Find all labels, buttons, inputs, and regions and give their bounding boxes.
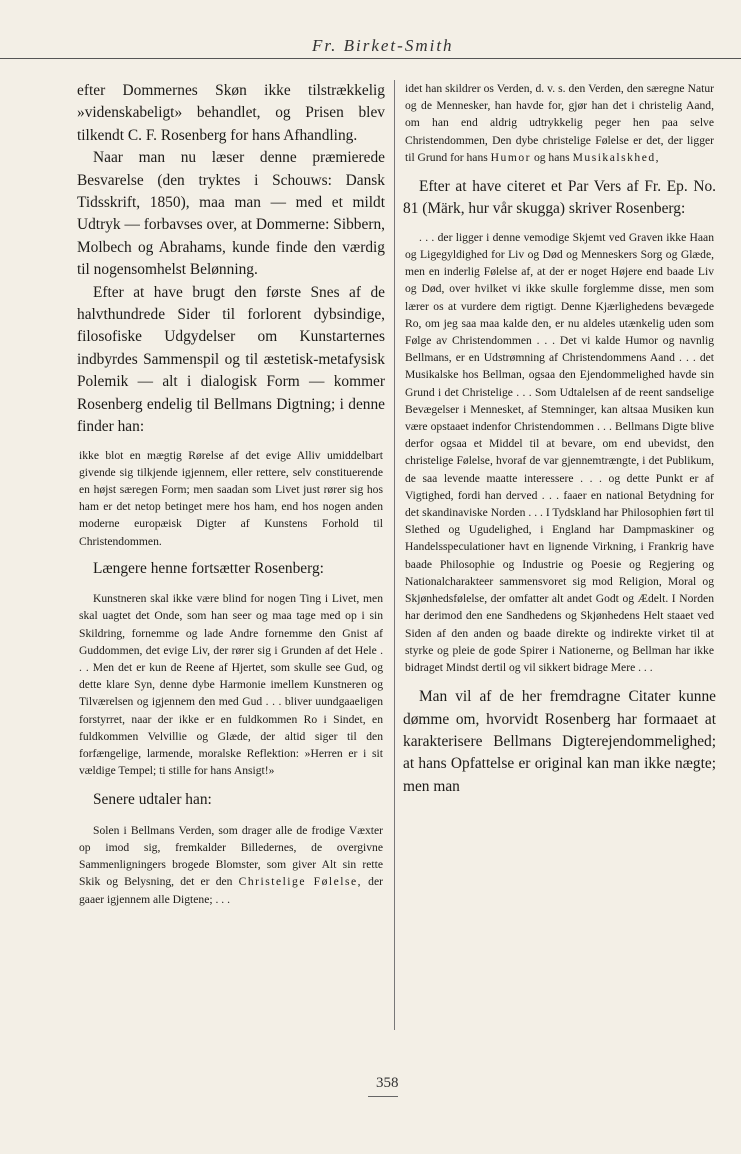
quote-3-spaced-emphasis: Christelige Følelse, [238,875,363,889]
running-head: Fr. Birket-Smith [312,36,454,55]
paragraph-efter-at-have-brugt: Efter at have brugt den første Snes af de halvthundrede Sider til forlorent dybsindige, filosofiske Udgydelser om Kunstarternes indbyrdes Sammenspil og til æstetisk-metafysisk Polemik — alt i dialogisk Form — kommer Rosenberg endelig til Bellmans Digtning; i denne finder han: [77,283,385,436]
paragraph-efter-at-have-citeret: Efter at have citeret et Par Vers af Fr. Ep. No. 81 (Märk, hur vår skugga) skriver Rosenberg: [403,178,716,218]
page-number: 358 [376,1075,399,1091]
left-column [77,80,385,1070]
quote-3-spaced-musikalskhed: Musikalskhed, [572,150,661,164]
quote-block-3-end [403,80,716,166]
quote-3-text-d: og hans [533,150,570,164]
quote-block-3-start [77,822,385,908]
paragraph-laengere-henne: Længere henne fortsætter Rosenberg: [93,559,324,577]
quote-3-text-b: der gaaer igjennem alle Digtene; . . . [79,875,383,906]
column-divider [394,80,395,1030]
quote-block-4: . . . der ligger i denne vemodige Skjemt ved Graven ikke Haan og Ligegyldighed for Liv og Død og Menneskers Sorg og Glæde, men en inderlig Følelse af, at der er noget Højere end baade Liv og Død, over hvilket vi ikke skulle forglemme disse, men som lærer os at vurdere dem rigtigt. Denne Kjærlighedens bevægede Ro, om jeg saa maa kalde den, er nu aldeles utænkelig uden som Følge av Christendommen . . . Det vi kalde Humor og navnlig Bellmans, er en Udstrømning af Christendommens Aand . . . det Musikalske hos Bellman, ogsaa den Ejendommelighed havde sin Grund i det Christelige . . . Som Udtalelsen af de reent sandselige Bevægelser i Mennesket, af Stemninger, kan altsaa Musiken kun være opstaaet indenfor Christendommen . . . Bellmans Digte blive derfor ogsaa et Middel til at bevare, om end ubevidst, den christelige Følelse, hvoraf de var gjennemtrængte, i det Publikum, de saa levende maatte interessere . . . og dette Punkt er af Vigtighed, fordi han derved . . . faaer en national Betydning for det skandinaviske Norden . . . I Tydskland har Philosophien ført til Slethed og Ugudelighed, i England har Dampmaskiner og Handelsspeculationer havt en lignende Virkning, i Frankrig have baade Philosophie og Industrie og Poesie og Regjering og Nationalcharakteer sammensvoret sig mod Religion, Moral og Skjønhedsfølelse, der omfatter alt andet Godt og Ædelt. I Norden har derimod den ene Sandhedens og Skjønhedens Helt staaet ved Siden af den anden og baade direkte og indirekte virket til at styrke og pleie de gode Spirer i Nationerne, og Bellman har ikke bidraget Mindst dertil og vil sikkert bidrage Mere . . . [405,230,714,674]
quote-block-2: Kunstneren skal ikke være blind for nogen Ting i Livet, men skal uagtet det Onde, som han seer og maa tage med op i sin Skildring, fornemme og lade Andre fornemme den Gnist af Guddommen, det evige Liv, der rører sig i Grunden af det Hele . . . Men det er kun de Reene af Hjertet, som skulle see Gud, og dette klare Syn, denne dybe Harmonie imellem Kunstneren og Tilværelsen og igjennem den med Gud . . . bliver uundgaaeligen forstyrret, naar der ikke er en fuldkommen Ro i Sindet, en fuldkommen Velvillie og Glæde, der altid siger til den forfængelige, larmende, moralske Reflektion: »Herren er i sit vældige Tempel; ti stille for hans Ansigt!» [79,592,383,778]
paragraph-senere-udtaler: Senere udtaler han: [93,791,212,809]
paragraph-besvarelse: Naar man nu læser denne præmierede Besvarelse (den tryktes i Schouws: Dansk Tidsskrift, 1850), maa man — med et mildt Udtryk — forbavses over, at Dommerne: Sibbern, Molbech og Abrahams, kunde finde den værdig til nogensomhelst Belønning. [77,149,385,279]
header-rule [0,58,741,59]
quote-3-text-a: Solen i Bellmans Verden, som drager alle de frodige Væxter op imod sig, fremkalder Billedernes, de overgivne Sammenligningers brogede Blomster, som giver Alt sin rette Skik og Belysning, det er den [79,823,383,889]
paragraph-continuation: efter Dommernes Skøn ikke tilstrækkelig »videnskabeligt» behandlet, og Prisen blev tilkendt C. F. Rosenberg for hans Afhandling. [77,82,385,144]
quote-3-text-c: idet han skildrer os Verden, d. v. s. den Verden, den særegne Natur og de Mennesker, han havde for, gjør han det i christelig Aand, om han end aldrig udtrykkelig peger hen paa selve Christendommen, Den dybe christelige Følelse er det, der ligger til Grund for hans [405,82,714,164]
right-column [403,80,716,1070]
page-number-rule [368,1096,398,1097]
quote-block-1: ikke blot en mægtig Rørelse af det evige Alliv umiddelbart givende sig tilkjende igjennem, eller rettere, selv constituerende en højst særegen Form; men saadan som Livet just rører sig hos ham er det netop betinget mere hos ham, end hos nogen anden moderne europæisk Digter af Kunstens Forhold til Christendommen. [79,448,383,548]
quote-3-spaced-humor: Humor [490,150,532,164]
paragraph-man-vil: Man vil af de her fremdragne Citater kunne dømme om, hvorvidt Rosenberg har formaaet at karakterisere Bellmans Digterejendommelighed; at hans Opfattelse er original kan man ikke nægte; men man [403,688,716,795]
page-header [0,32,741,58]
